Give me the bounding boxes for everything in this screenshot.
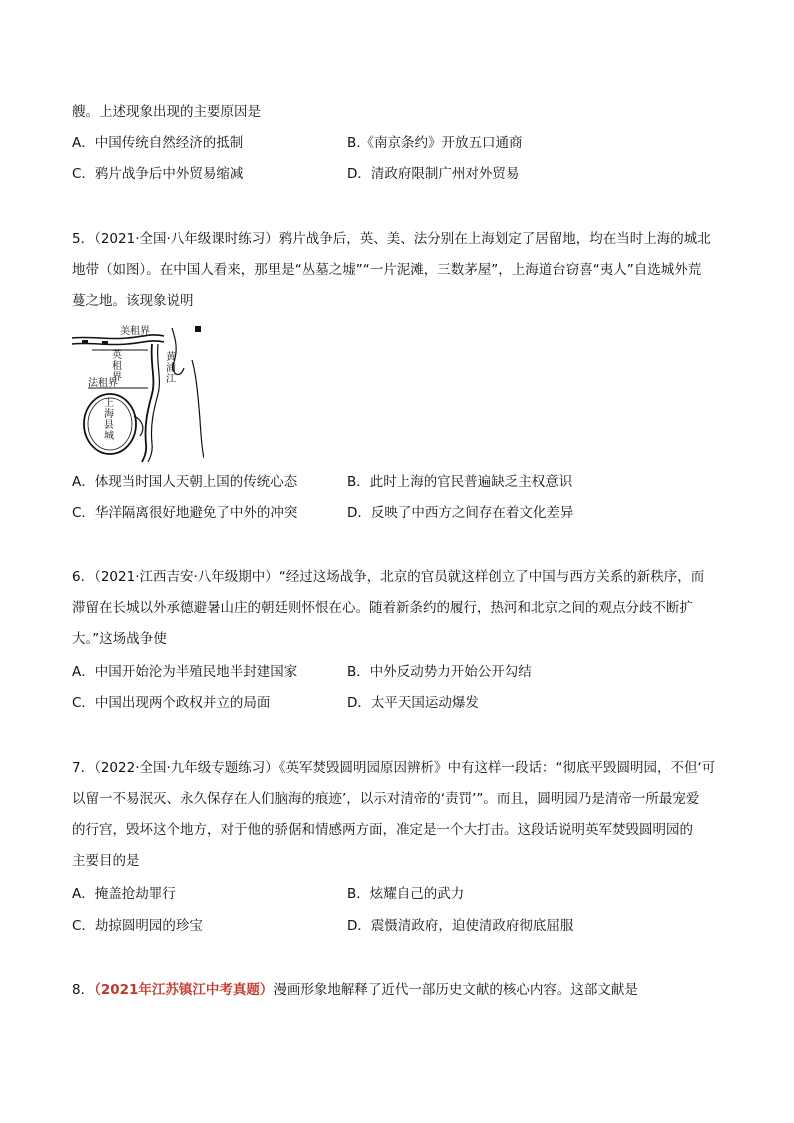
q7-option-d[interactable]: D．震慑清政府，迫使清政府彻底屈服 (347, 918, 574, 934)
q8-stem (72, 980, 638, 1000)
q4-option-d[interactable]: D．清政府限制广州对外贸易 (347, 166, 520, 182)
q7-option-c[interactable]: C．劫掠圆明园的珍宝 (72, 918, 203, 934)
q6-option-a[interactable]: A．中国开始沦为半殖民地半封建国家 (72, 664, 298, 680)
q6-stem-line-1: 6．（2021·江西吉安·八年级期中）“经过这场战争，北京的官员就这样创立了中国与西方关系的新秩序，而 (72, 569, 705, 585)
q5-stem-line-1: 5．（2021·全国·八年级课时练习）鸦片战争后，英、美、法分别在上海划定了居留地，均在当时上海的城北 (72, 231, 711, 247)
map-label-uk-concession: 英租界 (112, 350, 122, 383)
q7-stem-line-4: 主要目的是 (72, 853, 140, 869)
creek-marker-2 (102, 341, 108, 344)
shanghai-concession-map (72, 324, 204, 462)
creek-bank-upper (72, 335, 164, 339)
q4-stem-tail: 艘。上述现象出现的主要原因是 (72, 104, 261, 120)
map-label-fr-concession: 法租界 (88, 378, 118, 389)
q4-option-a[interactable]: A．中国传统自然经济的抵制 (72, 135, 244, 151)
q5-option-b[interactable]: B．此时上海的官民普遍缺乏主权意识 (347, 474, 573, 490)
q4-option-b[interactable]: B.《南京条约》开放五口通商 (347, 135, 523, 151)
q6-stem-line-3: 大。”这场战争使 (72, 631, 167, 647)
q6-stem-line-2: 滞留在长城以外承德避暑山庄的朝廷则怀恨在心。随着新条约的履行，热河和北京之间的观点分歧不断扩 (72, 600, 693, 616)
map-label-huangpu: 黄浦江 (166, 352, 176, 385)
map-label-county-city: 上海县城 (104, 398, 114, 442)
q8-text: 漫画形象地解释了近代一部历史文献的核心内容。这部文献是 (273, 982, 638, 998)
q5-stem-line-2: 地带（如图）。在中国人看来，那里是“丛墓之墟”“一片泥滩，三数茅屋”，上海道台窃喜“夷人”自选城外荒 (72, 262, 702, 278)
q7-stem-line-2: 以留一不易泯灭、永久保存在人们脑海的痕迹’，以示对清帝的‘责罚’”。而且，圆明园乃是清帝一所最宠爱 (72, 791, 700, 807)
q6-option-c[interactable]: C．中国出现两个政权并立的局面 (72, 695, 271, 711)
q6-option-d[interactable]: D．太平天国运动爆发 (347, 695, 479, 711)
north-marker (195, 326, 201, 332)
q5-option-c[interactable]: C．华洋隔离很好地避免了中外的冲突 (72, 505, 298, 521)
q5-option-a[interactable]: A．体现当时国人天朝上国的传统心态 (72, 474, 298, 490)
q5-stem-line-3: 蔓之地。该现象说明 (72, 293, 194, 309)
q7-option-b[interactable]: B．炫耀自己的武力 (347, 886, 465, 902)
q7-stem-line-3: 的行宫，毁坏这个地方，对于他的骄倨和情感两方面，准定是一个大打击。这段话说明英军焚毁圆明园的 (72, 822, 693, 838)
map-label-us-concession: 美租界 (120, 326, 150, 337)
q8-source: （2021年江苏镇江中考真题） (94, 982, 274, 998)
map-drawing (72, 324, 204, 462)
creek-marker-1 (82, 340, 88, 343)
q7-stem-line-1: 7．（2022·全国·九年级专题练习）《英军焚毁圆明园原因辨析》中有这样一段话：“彻底平毁圆明园，不但‘可 (72, 760, 716, 776)
q7-option-a[interactable]: A．掩盖抢劫罪行 (72, 886, 176, 902)
q8-number: 8． (72, 982, 95, 998)
q6-option-b[interactable]: B．中外反动势力开始公开勾结 (347, 664, 532, 680)
coastline-right (192, 360, 204, 458)
q4-option-c[interactable]: C．鸦片战争后中外贸易缩减 (72, 166, 244, 182)
q5-option-d[interactable]: D．反映了中西方之间存在着文化差异 (347, 505, 574, 521)
